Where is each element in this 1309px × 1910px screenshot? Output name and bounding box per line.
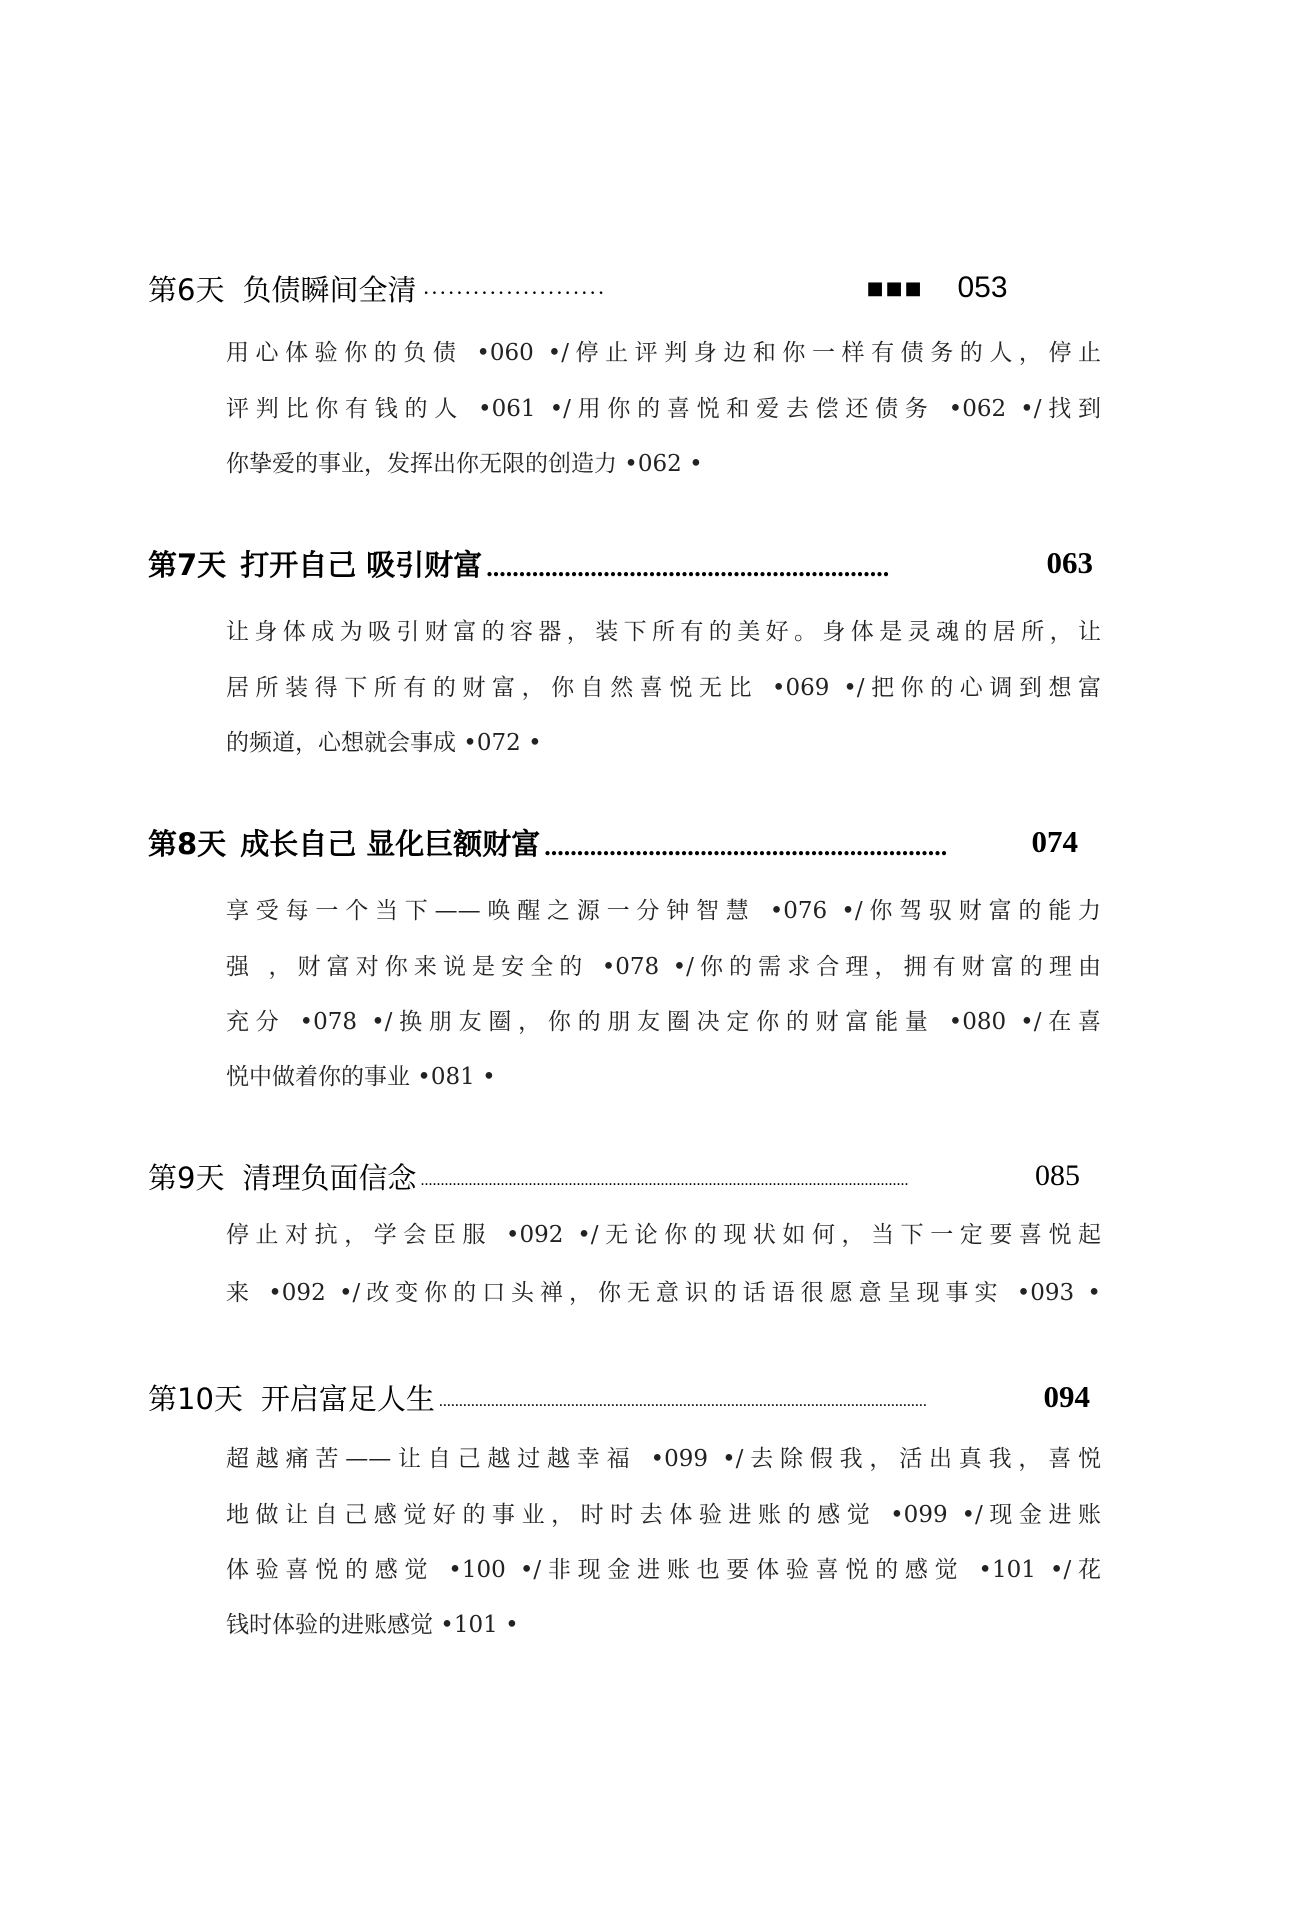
heading-day-label: 第7天 bbox=[148, 547, 227, 582]
toc-entry-line: 你挚爱的事业，发挥出你无限的创造力 •062 • bbox=[226, 451, 703, 477]
toc-entry-line: 体验喜悦的感觉 •100 •/非现金进账也要体验喜悦的感觉 •101 •/花 bbox=[226, 1557, 1101, 1583]
dot-leader: .......................................................................................................................... bbox=[438, 1393, 927, 1410]
toc-entry-line: 让身体成为吸引财富的容器，装下所有的美好。身体是灵魂的居所，让 bbox=[226, 619, 1101, 645]
toc-entry-line: 来 •092 •/改变你的口头禅，你无意识的话语很愿意呈现事实 •093 • bbox=[226, 1280, 1101, 1306]
page-number: 063 bbox=[1046, 545, 1093, 580]
dot-leader: .............................................................. bbox=[486, 553, 890, 582]
heading-title: 成长自己 显化巨额财富 bbox=[240, 826, 541, 861]
toc-entry-line: 用心体验你的负债 •060 •/停止评判身边和你一样有债务的人，停止 bbox=[226, 340, 1101, 366]
heading-title: 清理负面信念 bbox=[242, 1160, 417, 1195]
heading-title: 负债瞬间全清 bbox=[242, 272, 417, 307]
heading-day-label: 第6天 bbox=[148, 272, 225, 307]
toc-entry-line: 充分 •078 •/换朋友圈，你的朋友圈决定你的财富能量 •080 •/在喜 bbox=[226, 1009, 1101, 1035]
page-number: 094 bbox=[1043, 1379, 1090, 1414]
page-number: 085 bbox=[1035, 1159, 1080, 1192]
dot-leader: .............................................................. bbox=[544, 832, 948, 861]
toc-heading-day8[interactable] bbox=[148, 822, 1078, 862]
heading-title: 开启富足人生 bbox=[260, 1381, 435, 1416]
toc-entry-line: 钱时体验的进账感觉 •101 • bbox=[226, 1612, 519, 1638]
dot-leader: .......................................................................................................................... bbox=[420, 1172, 909, 1189]
toc-entry-line: 超越痛苦——让自己越过越幸福 •099 •/去除假我，活出真我，喜悦 bbox=[226, 1446, 1101, 1472]
dot-leader: ······················ bbox=[422, 280, 606, 305]
toc-heading-day7[interactable] bbox=[148, 543, 1093, 583]
toc-entry-line: 停止对抗，学会臣服 •092 •/无论你的现状如何，当下一定要喜悦起 bbox=[226, 1222, 1101, 1248]
toc-heading-day9[interactable] bbox=[148, 1156, 1080, 1196]
toc-entry-line: 评判比你有钱的人 •061 •/用你的喜悦和爱去偿还债务 •062 •/找到 bbox=[226, 396, 1101, 422]
toc-entry-line: 地做让自己感觉好的事业，时时去体验进账的感觉 •099 •/现金进账 bbox=[226, 1502, 1101, 1528]
heading-day-label: 第8天 bbox=[148, 826, 227, 861]
toc-heading-day6[interactable] bbox=[148, 268, 1093, 308]
page-number: 053 bbox=[957, 271, 1008, 304]
toc-entry-line: 强 ，财富对你来说是安全的 •078 •/你的需求合理，拥有财富的理由 bbox=[226, 954, 1101, 980]
toc-heading-day10[interactable] bbox=[148, 1377, 1090, 1417]
square-leader: ■■■ bbox=[866, 277, 924, 299]
toc-entry-line: 的频道，心想就会事成 •072 • bbox=[226, 730, 542, 756]
toc-entry-line: 居所装得下所有的财富，你自然喜悦无比 •069 •/把你的心调到想富 bbox=[226, 675, 1101, 701]
toc-entry-line: 悦中做着你的事业 •081 • bbox=[226, 1064, 496, 1090]
page-number: 074 bbox=[1031, 824, 1078, 859]
heading-day-label: 第10天 bbox=[148, 1381, 243, 1416]
heading-day-label: 第9天 bbox=[148, 1160, 225, 1195]
heading-title: 打开自己 吸引财富 bbox=[240, 547, 483, 582]
toc-entry-line: 享受每一个当下——唤醒之源一分钟智慧 •076 •/你驾驭财富的能力 bbox=[226, 898, 1101, 924]
